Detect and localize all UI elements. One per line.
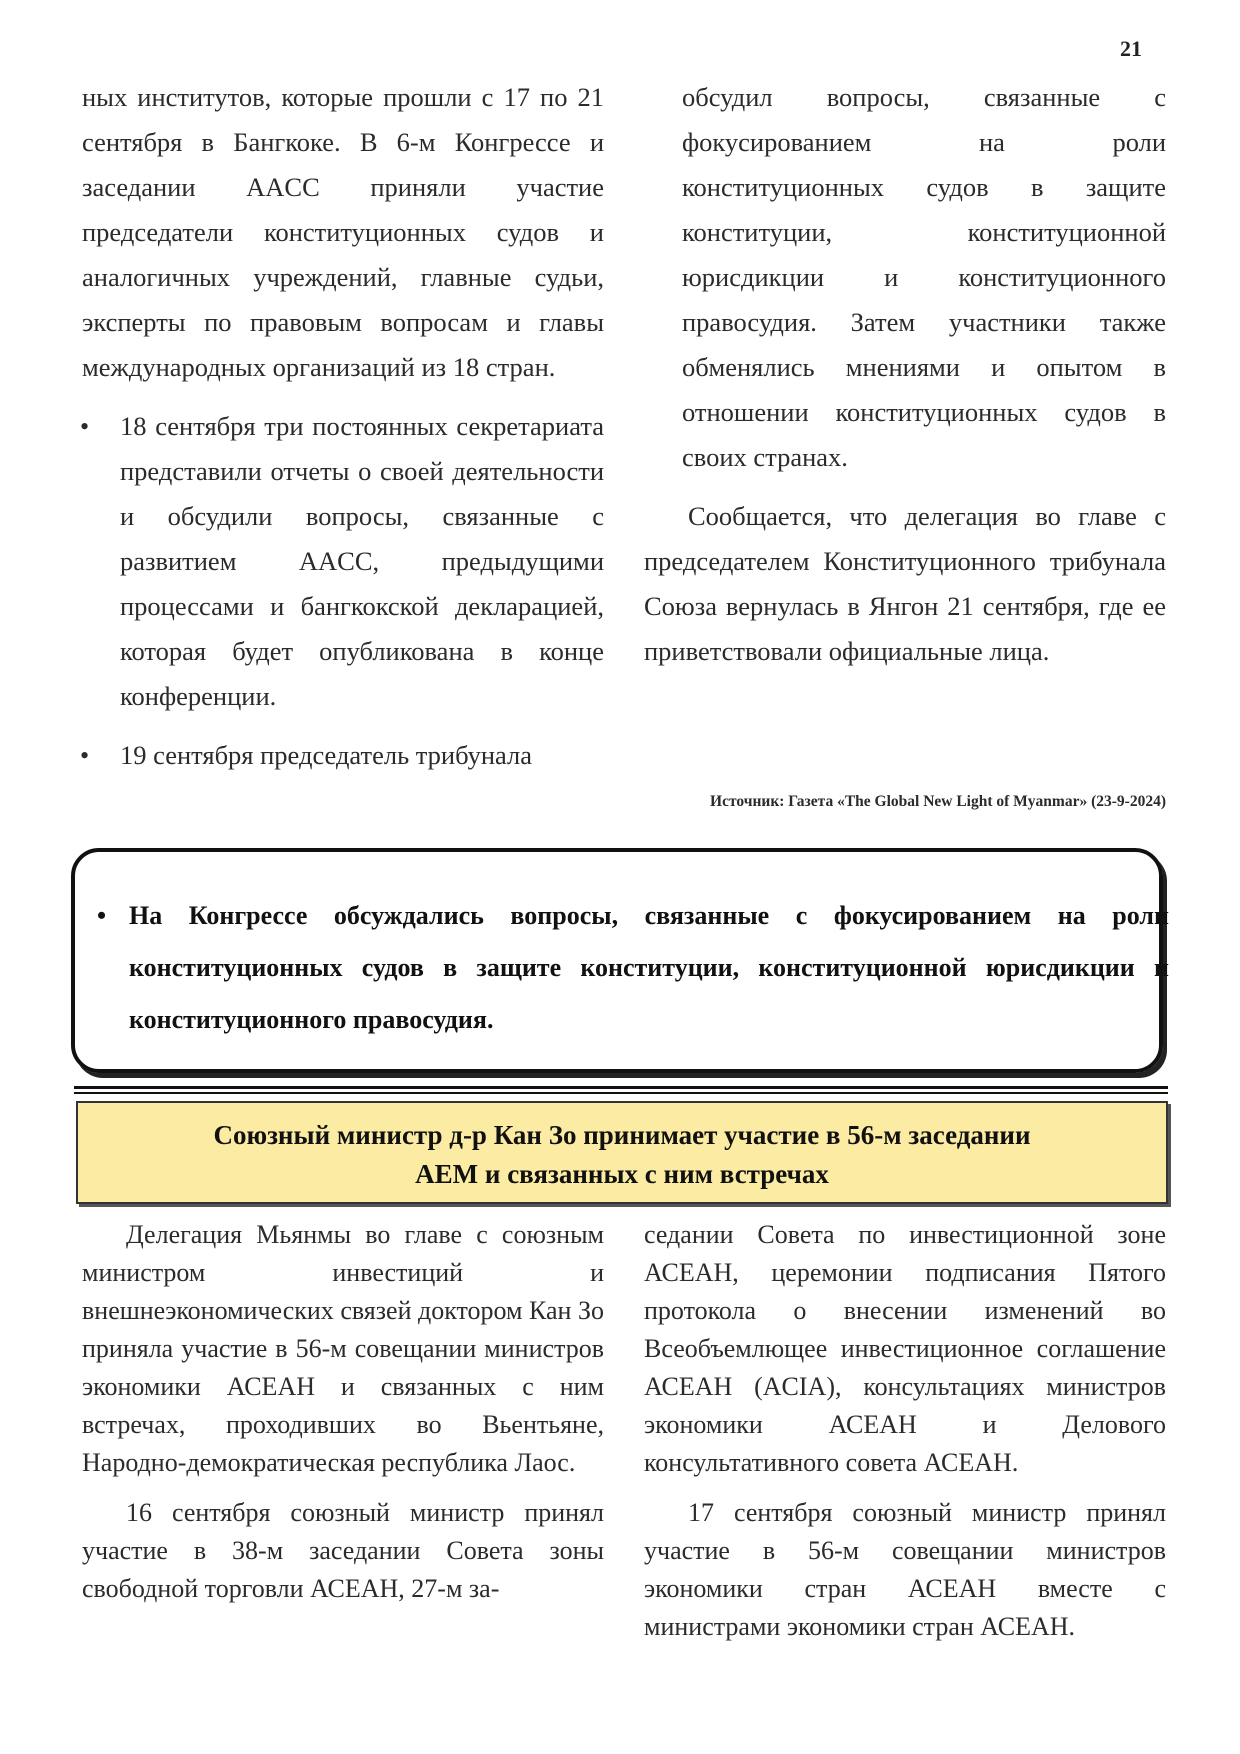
- callout-box: [71, 848, 1169, 1073]
- page-number: 21: [1120, 36, 1142, 61]
- list-item: [82, 733, 604, 778]
- divider: [74, 1092, 1168, 1094]
- bottom-left-column: [82, 1216, 604, 1608]
- top-right-column: [644, 75, 1166, 674]
- bullet-icon: •: [80, 741, 90, 770]
- source-note: Источник: Газета «The Global New Light of Myanmar» (23-9-2024): [710, 793, 1166, 810]
- paragraph: Делегация Мьянмы во главе с союзным министром инвестиций и внешнеэкономических связей доктором Кан Зо приняла участие в 56-м совещании министров экономики АСЕАН и связанных с ним встречах, проходивших во Вьентьяне, Народно-демократическая республика Лаос.: [82, 1220, 604, 1477]
- paragraph: ных институтов, которые прошли с 17 по 21 сентября в Бангкоке. В 6-м Конгрессе и заседании AACC приняли участие председатели конституционных судов и аналогичных учреждений, главные судьи, эксперты по правовым вопросам и главы международных организаций из 18 стран.: [82, 82, 604, 382]
- list-item-text: 19 сентября председатель трибунала: [120, 740, 533, 770]
- bottom-right-column: [644, 1216, 1166, 1646]
- article-title-line: Союзный министр д-р Кан Зо принимает участие в 56-м заседании: [213, 1120, 1031, 1150]
- divider: [74, 1086, 1168, 1089]
- callout-text: На Конгрессе обсуждались вопросы, связанные с фокусированием на роли конституционных судов в защите конституции, конституционной юрисдикции и конституционного правосудия.: [129, 901, 1169, 1034]
- paragraph: 17 сентября союзный министр принял участие в 56-м совещании министров экономики стран АСЕАН вместе с министрами экономики стран АСЕАН.: [644, 1498, 1166, 1641]
- article-title: [76, 1101, 1168, 1204]
- bullet-icon: •: [97, 901, 107, 930]
- paragraph: обсудил вопросы, связанные с фокусированием на роли конституционных судов в защите конституции, конституционной юрисдикции и конституционного правосудия. Затем участники также обменялись мнениями и опытом в отношении конституционных судов в своих странах.: [682, 82, 1166, 472]
- paragraph: Сообщается, что делегация во главе с председателем Конституционного трибунала Союза вернулась в Янгон 21 сентября, где ее приветствовали официальные лица.: [644, 501, 1166, 666]
- paragraph: 16 сентября союзный министр принял участие в 38-м заседании Совета зоны свободной торговли АСЕАН, 27-м за-: [82, 1498, 604, 1603]
- paragraph: седании Совета по инвестиционной зоне АСЕАН, церемонии подписания Пятого протокола о внесении изменений во Всеобъемлющее инвестиционное соглашение АСЕАН (ACIA), консультациях министров экономики АСЕАН и Делового консультативного совета АСЕАН.: [644, 1220, 1166, 1477]
- bullet-icon: •: [80, 412, 90, 441]
- list-item: [82, 404, 604, 719]
- callout-text-block: [95, 890, 1169, 1046]
- list-item-text: 18 сентября три постоянных секретариата представили отчеты о своей деятельности и обсудили вопросы, связанные с развитием AACC, предыдущими процессами и бангкокской декларацией, которая будет опубликована в конце конференции.: [120, 411, 604, 711]
- article-title-line: AEM и связанных с ним встречах: [415, 1159, 829, 1189]
- top-left-column: [82, 75, 604, 778]
